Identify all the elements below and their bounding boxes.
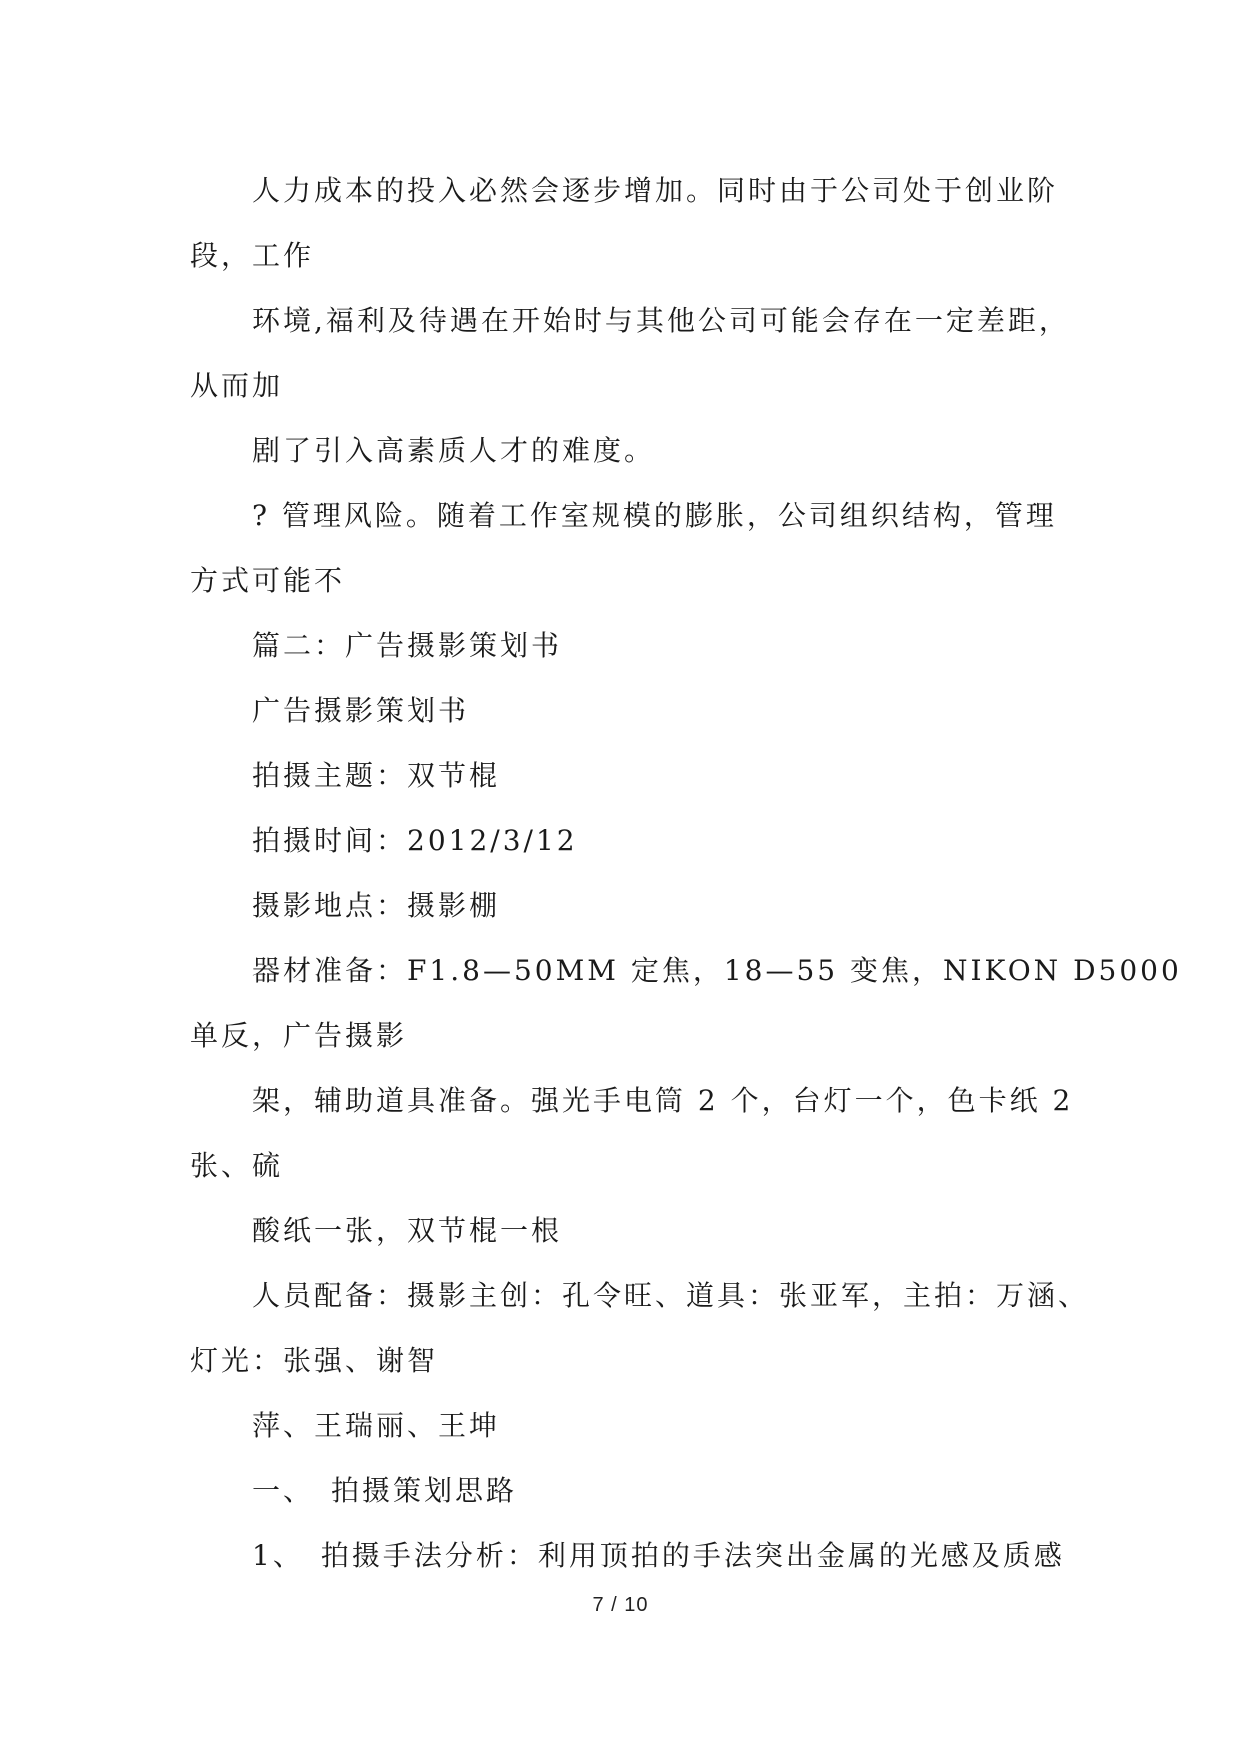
text-line: 1、 拍摄手法分析：利用顶拍的手法突出金属的光感及质感 (252, 1539, 1065, 1572)
text-line: 萍、王瑞丽、王坤 (252, 1409, 501, 1442)
text-line: 人力成本的投入必然会逐步增加。同时由于公司处于创业阶 (252, 174, 1059, 207)
text-line: 拍摄主题：双节棍 (252, 759, 501, 792)
document-body (190, 158, 1182, 1588)
text-line: 摄影地点：摄影棚 (252, 889, 501, 922)
text-line: 环境,福利及待遇在开始时与其他公司可能会存在一定差距， (252, 304, 1070, 337)
text-line: 方式可能不 (190, 564, 346, 597)
text-line: 段，工作 (190, 239, 315, 272)
text-line: 从而加 (190, 369, 284, 402)
page-number: 7 / 10 (592, 1594, 649, 1616)
text-line: 器材准备：F1.8—50MM 定焦，18—55 变焦，NIKON D5000 (252, 954, 1182, 987)
text-line: ? 管理风险。随着工作室规模的膨胀，公司组织结构，管理 (252, 499, 1057, 532)
text-line: 拍摄时间：2012/3/12 (252, 824, 578, 857)
text-line: 灯光：张强、谢智 (190, 1344, 439, 1377)
text-line: 单反，广告摄影 (190, 1019, 408, 1052)
document-title: 广告摄影策划书 (252, 694, 470, 727)
text-line: 剧了引入高素质人才的难度。 (252, 434, 656, 467)
section-heading: 篇二：广告摄影策划书 (252, 629, 563, 662)
text-line: 酸纸一张，双节棍一根 (252, 1214, 563, 1247)
section-heading: 一、 拍摄策划思路 (252, 1474, 518, 1507)
text-line: 人员配备：摄影主创：孔令旺、道具：张亚军，主拍：万涵、 (252, 1279, 1090, 1312)
text-line: 张、硫 (190, 1149, 284, 1182)
text-line: 架，辅助道具准备。强光手电筒 2 个，台灯一个，色卡纸 2 (252, 1084, 1074, 1117)
